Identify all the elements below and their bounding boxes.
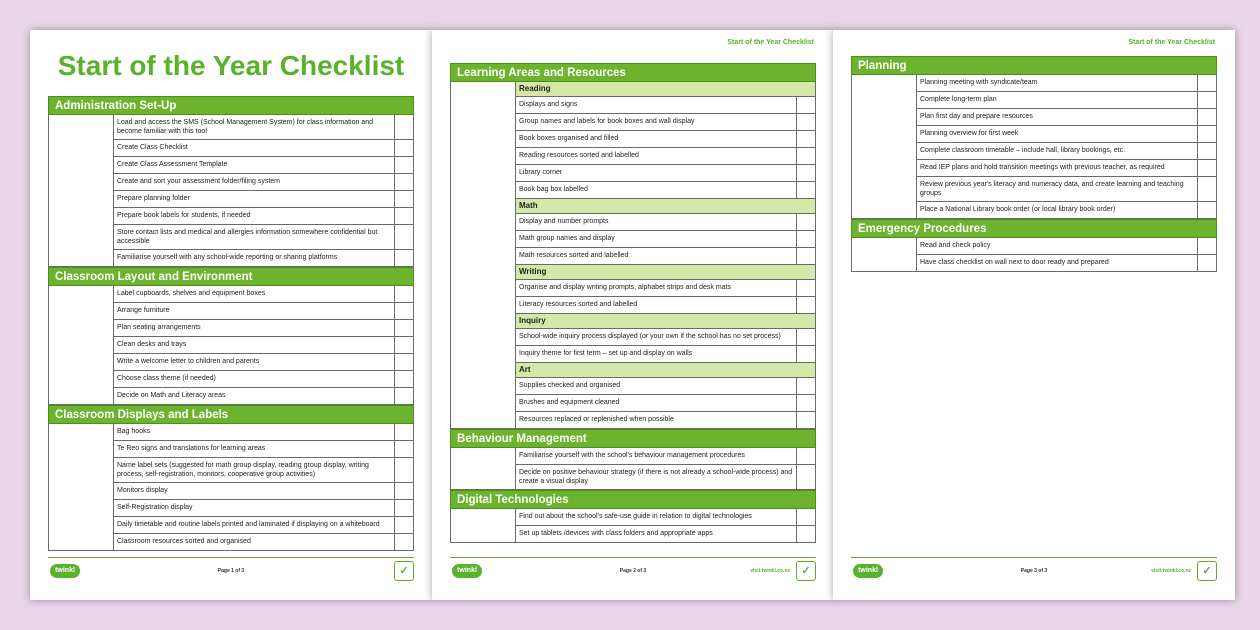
checklist-checkbox[interactable] [394,115,413,139]
checkmark-badge-icon: ✓ [796,561,816,581]
section-blank-column [49,424,114,551]
checklist-checkbox[interactable] [796,231,815,247]
checklist-checkbox[interactable] [394,458,413,482]
running-head: Start of the Year Checklist [727,39,814,46]
subsection-header: Math [516,199,815,214]
checklist-item-text: Literacy resources sorted and labelled [519,301,638,308]
checklist-row [917,143,1216,160]
checklist-row [114,208,413,225]
subsection-header: Inquiry [516,314,815,329]
checklist-row [516,448,815,465]
section-rows [114,424,413,551]
checklist-checkbox[interactable] [796,182,815,198]
section-body [450,448,816,490]
section-rows [917,238,1216,272]
section-blank-column [49,286,114,405]
checklist-checkbox[interactable] [394,371,413,387]
checklist-checkbox[interactable] [796,448,815,464]
checklist-row [917,160,1216,177]
running-head: Start of the Year Checklist [1128,39,1215,46]
section-blank-column [451,448,516,490]
section-header: Emergency Procedures [851,219,1217,238]
checklist-checkbox[interactable] [394,337,413,353]
checklist-checkbox[interactable] [796,509,815,525]
checklist-item-text: Self-Registration display [117,504,193,511]
checklist-row [516,114,815,131]
checklist-item-text: Set up tablets /devices with class folders and appropriate apps [519,530,713,537]
checklist-page-1 [30,30,432,600]
checklist-row [516,297,815,314]
checklist-checkbox[interactable] [394,424,413,440]
section-rows [516,448,815,490]
checklist-checkbox[interactable] [796,412,815,428]
page-footer [450,557,816,582]
checklist-item-text: Organise and display writing prompts, alphabet strips and desk mats [519,284,732,291]
checklist-checkbox[interactable] [796,214,815,230]
checklist-checkbox[interactable] [394,286,413,302]
checklist-item-text: Find out about the school's safe-use guide in relation to digital technologies [519,513,752,520]
checklist-checkbox[interactable] [394,354,413,370]
checklist-checkbox[interactable] [394,388,413,404]
checklist-row [114,354,413,371]
checklist-item-text: Name label sets (suggested for math group display, reading group display, writing process, self-registration, monitors, cooperative group activities) [117,462,369,478]
checklist-row [516,182,815,199]
checklist-item-text: Complete long-term plan [920,96,997,103]
section-body [450,509,816,543]
checklist-checkbox[interactable] [394,517,413,533]
checklist-item-text: Resources replaced or replenished when possible [519,416,674,423]
checklist-checkbox[interactable] [394,500,413,516]
checklist-row [114,458,413,483]
checklist-item-text: Brushes and equipment cleaned [519,399,620,406]
section-header: Administration Set-Up [48,96,414,115]
checklist-page-3 [833,30,1235,600]
checklist-item-text: Book bag box labelled [519,186,588,193]
checklist-item-text: Write a welcome letter to children and parents [117,358,260,365]
checklist-row [516,378,815,395]
checklist-item-text: Familiarise yourself with any school-wide reporting or sharing platforms [117,254,338,261]
checklist-item-text: Bag hooks [117,428,151,435]
section-rows [917,75,1216,219]
section-rows [516,509,815,543]
checklist-checkbox[interactable] [394,140,413,156]
checklist-checkbox[interactable] [394,303,413,319]
checklist-row [114,534,413,551]
checklist-item-text: Familiarise yourself with the school's behaviour management procedures [519,452,745,459]
checklist-row [114,157,413,174]
checklist-row [114,337,413,354]
checklist-checkbox[interactable] [796,465,815,489]
checklist-item-text: Planning overview for first week [920,130,1019,137]
page-footer [48,557,414,582]
checklist-checkbox[interactable] [1197,109,1216,125]
section-body [851,238,1217,272]
checklist-item-text: Displays and signs [519,101,578,108]
checklist-checkbox[interactable] [394,157,413,173]
section-body [851,75,1217,219]
section-header: Classroom Displays and Labels [48,405,414,424]
checklist-row [114,174,413,191]
checklist-checkbox[interactable] [394,320,413,336]
checklist-item-text: Planning meeting with syndicate/team [920,79,1038,86]
checklist-item-text: Math resources sorted and labelled [519,252,629,259]
section-header: Planning [851,56,1217,75]
checklist-row [114,191,413,208]
checklist-checkbox[interactable] [796,280,815,296]
page-footer [851,557,1217,582]
page-number: Page 3 of 3 [1020,568,1048,574]
checklist-row [516,412,815,429]
checklist-row [114,250,413,267]
checklist-row [114,424,413,441]
checklist-row [516,165,815,182]
page-content [48,96,414,551]
checklist-item-text: Clean desks and trays [117,341,187,348]
checklist-item-text: Label cupboards, shelves and equipment boxes [117,290,266,297]
checklist-checkbox[interactable] [796,131,815,147]
checklist-item-text: Load and access the SMS (School Management System) for class information and become familiar with this tool [117,119,374,135]
checklist-item-text: Have class checklist on wall next to door ready and prepared [920,259,1109,266]
checklist-checkbox[interactable] [796,329,815,345]
checklist-row [516,214,815,231]
twinkl-logo: twinkl [853,564,883,578]
checklist-checkbox[interactable] [1197,143,1216,159]
section-header: Learning Areas and Resources [450,63,816,82]
checklist-checkbox[interactable] [394,208,413,224]
subsection-header: Art [516,363,815,378]
checklist-row [917,75,1216,92]
checklist-row [516,231,815,248]
section-rows [114,115,413,267]
checklist-checkbox[interactable] [1197,238,1216,254]
checklist-item-text: Complete classroom timetable – include hall, library bookings, etc. [920,147,1126,154]
checklist-checkbox[interactable] [1197,75,1216,91]
checklist-row [917,238,1216,255]
checklist-checkbox[interactable] [394,483,413,499]
checkmark-badge-icon: ✓ [394,561,414,581]
checklist-item-text: Book boxes organised and filled [519,135,619,142]
checklist-row [114,115,413,140]
checklist-row [917,92,1216,109]
checklist-row [114,388,413,405]
checklist-checkbox[interactable] [796,248,815,264]
checklist-item-text: Library corner [519,169,563,176]
checklist-checkbox[interactable] [394,225,413,249]
checklist-checkbox[interactable] [796,297,815,313]
section-blank-column [852,75,917,219]
checklist-row [114,371,413,388]
checklist-item-text: Plan first day and prepare resources [920,113,1033,120]
page-number: Page 2 of 3 [619,568,647,574]
section-body [48,115,414,267]
section-rows [114,286,413,405]
checklist-row [114,517,413,534]
checklist-item-text: Prepare book labels for students, if needed [117,212,251,219]
checklist-item-text: Math group names and display [519,235,615,242]
checklist-row [114,140,413,157]
checklist-item-text: Group names and labels for book boxes and wall display [519,118,695,125]
checklist-checkbox[interactable] [394,174,413,190]
checklist-checkbox[interactable] [796,97,815,113]
checklist-item-text: Inquiry theme for first term – set up and display on walls [519,350,693,357]
checklist-row [114,500,413,517]
checklist-row [114,483,413,500]
page-number: Page 1 of 3 [217,568,245,574]
checklist-checkbox[interactable] [394,441,413,457]
checklist-item-text: Read IEP plans and hold transition meetings with previous teacher, as required [920,164,1165,171]
checklist-item-text: School-wide inquiry process displayed (or your own if the school has no set process) [519,333,781,340]
page-content [450,63,816,543]
checklist-item-text: Daily timetable and routine labels printed and laminated if displaying on a whiteboard [117,521,380,528]
checklist-row [516,97,815,114]
checklist-row [917,126,1216,143]
checklist-item-text: Supplies checked and organised [519,382,621,389]
subsection-header: Writing [516,265,815,280]
checklist-checkbox[interactable] [796,346,815,362]
checklist-checkbox[interactable] [796,395,815,411]
twinkl-logo: twinkl [50,564,80,578]
checklist-item-text: Review previous year's literacy and numeracy data, and create learning and teaching groups [920,181,1184,197]
checklist-checkbox[interactable] [796,165,815,181]
checklist-checkbox[interactable] [394,191,413,207]
section-header: Behaviour Management [450,429,816,448]
checklist-row [114,441,413,458]
checklist-checkbox[interactable] [394,250,413,266]
checklist-row [917,177,1216,202]
subsection-header: Reading [516,82,815,97]
section-body [450,82,816,429]
checklist-item-text: Create and sort your assessment folder/filing system [117,178,281,185]
visit-link[interactable]: visit twinkl.co.nz [750,568,790,574]
checklist-checkbox[interactable] [796,148,815,164]
checklist-checkbox[interactable] [394,534,413,550]
checklist-item-text: Choose class theme (if needed) [117,375,216,382]
section-header: Digital Technologies [450,490,816,509]
checklist-row [516,280,815,297]
checklist-page-2 [432,30,834,600]
visit-link[interactable]: visit twinkl.co.nz [1151,568,1191,574]
checklist-checkbox[interactable] [1197,126,1216,142]
checklist-row [516,346,815,363]
checklist-item-text: Decide on positive behaviour strategy (if there is not already a school-wide process) and create a visual display [519,469,793,485]
checklist-checkbox[interactable] [1197,160,1216,176]
checklist-item-text: Reading resources sorted and labelled [519,152,639,159]
section-blank-column [852,238,917,272]
checklist-row [917,109,1216,126]
checklist-row [114,303,413,320]
checklist-row [516,509,815,526]
checklist-item-text: Read and check policy [920,242,991,249]
checklist-item-text: Prepare planning folder [117,195,190,202]
checklist-row [516,329,815,346]
checklist-row [114,286,413,303]
checklist-item-text: Create Class Checklist [117,144,188,151]
checklist-checkbox[interactable] [1197,255,1216,271]
checklist-checkbox[interactable] [1197,92,1216,108]
page-title: Start of the Year Checklist [57,50,405,81]
checklist-item-text: Te Reo signs and translations for learning areas [117,445,266,452]
section-body [48,286,414,405]
checklist-item-text: Classroom resources sorted and organised [117,538,251,545]
checklist-checkbox[interactable] [796,114,815,130]
page-content [851,56,1217,272]
checklist-checkbox[interactable] [796,378,815,394]
checklist-row [516,248,815,265]
checklist-row [516,395,815,412]
checklist-item-text: Create Class Assessment Template [117,161,228,168]
section-blank-column [451,82,516,429]
checklist-row [516,526,815,543]
section-blank-column [49,115,114,267]
checklist-row [114,320,413,337]
checklist-checkbox[interactable] [1197,177,1216,201]
checklist-checkbox[interactable] [796,526,815,542]
checklist-item-text: Store contact lists and medical and allergies information somewhere confidential but accessible [117,229,378,245]
checklist-row [516,131,815,148]
checklist-row [516,148,815,165]
checklist-item-text: Plan seating arrangements [117,324,201,331]
checklist-row [917,255,1216,272]
checklist-row [114,225,413,250]
checklist-row [516,465,815,490]
checklist-item-text: Monitors display [117,487,168,494]
twinkl-logo: twinkl [452,564,482,578]
checklist-checkbox[interactable] [1197,202,1216,218]
section-blank-column [451,509,516,543]
checklist-row [917,202,1216,219]
checklist-item-text: Decide on Math and Literacy areas [117,392,226,399]
checkmark-badge-icon: ✓ [1197,561,1217,581]
checklist-item-text: Arrange furniture [117,307,170,314]
checklist-item-text: Place a National Library book order (or local library book order) [920,206,1116,213]
section-rows [516,82,815,429]
section-body [48,424,414,551]
checklist-item-text: Display and number prompts [519,218,609,225]
section-header: Classroom Layout and Environment [48,267,414,286]
